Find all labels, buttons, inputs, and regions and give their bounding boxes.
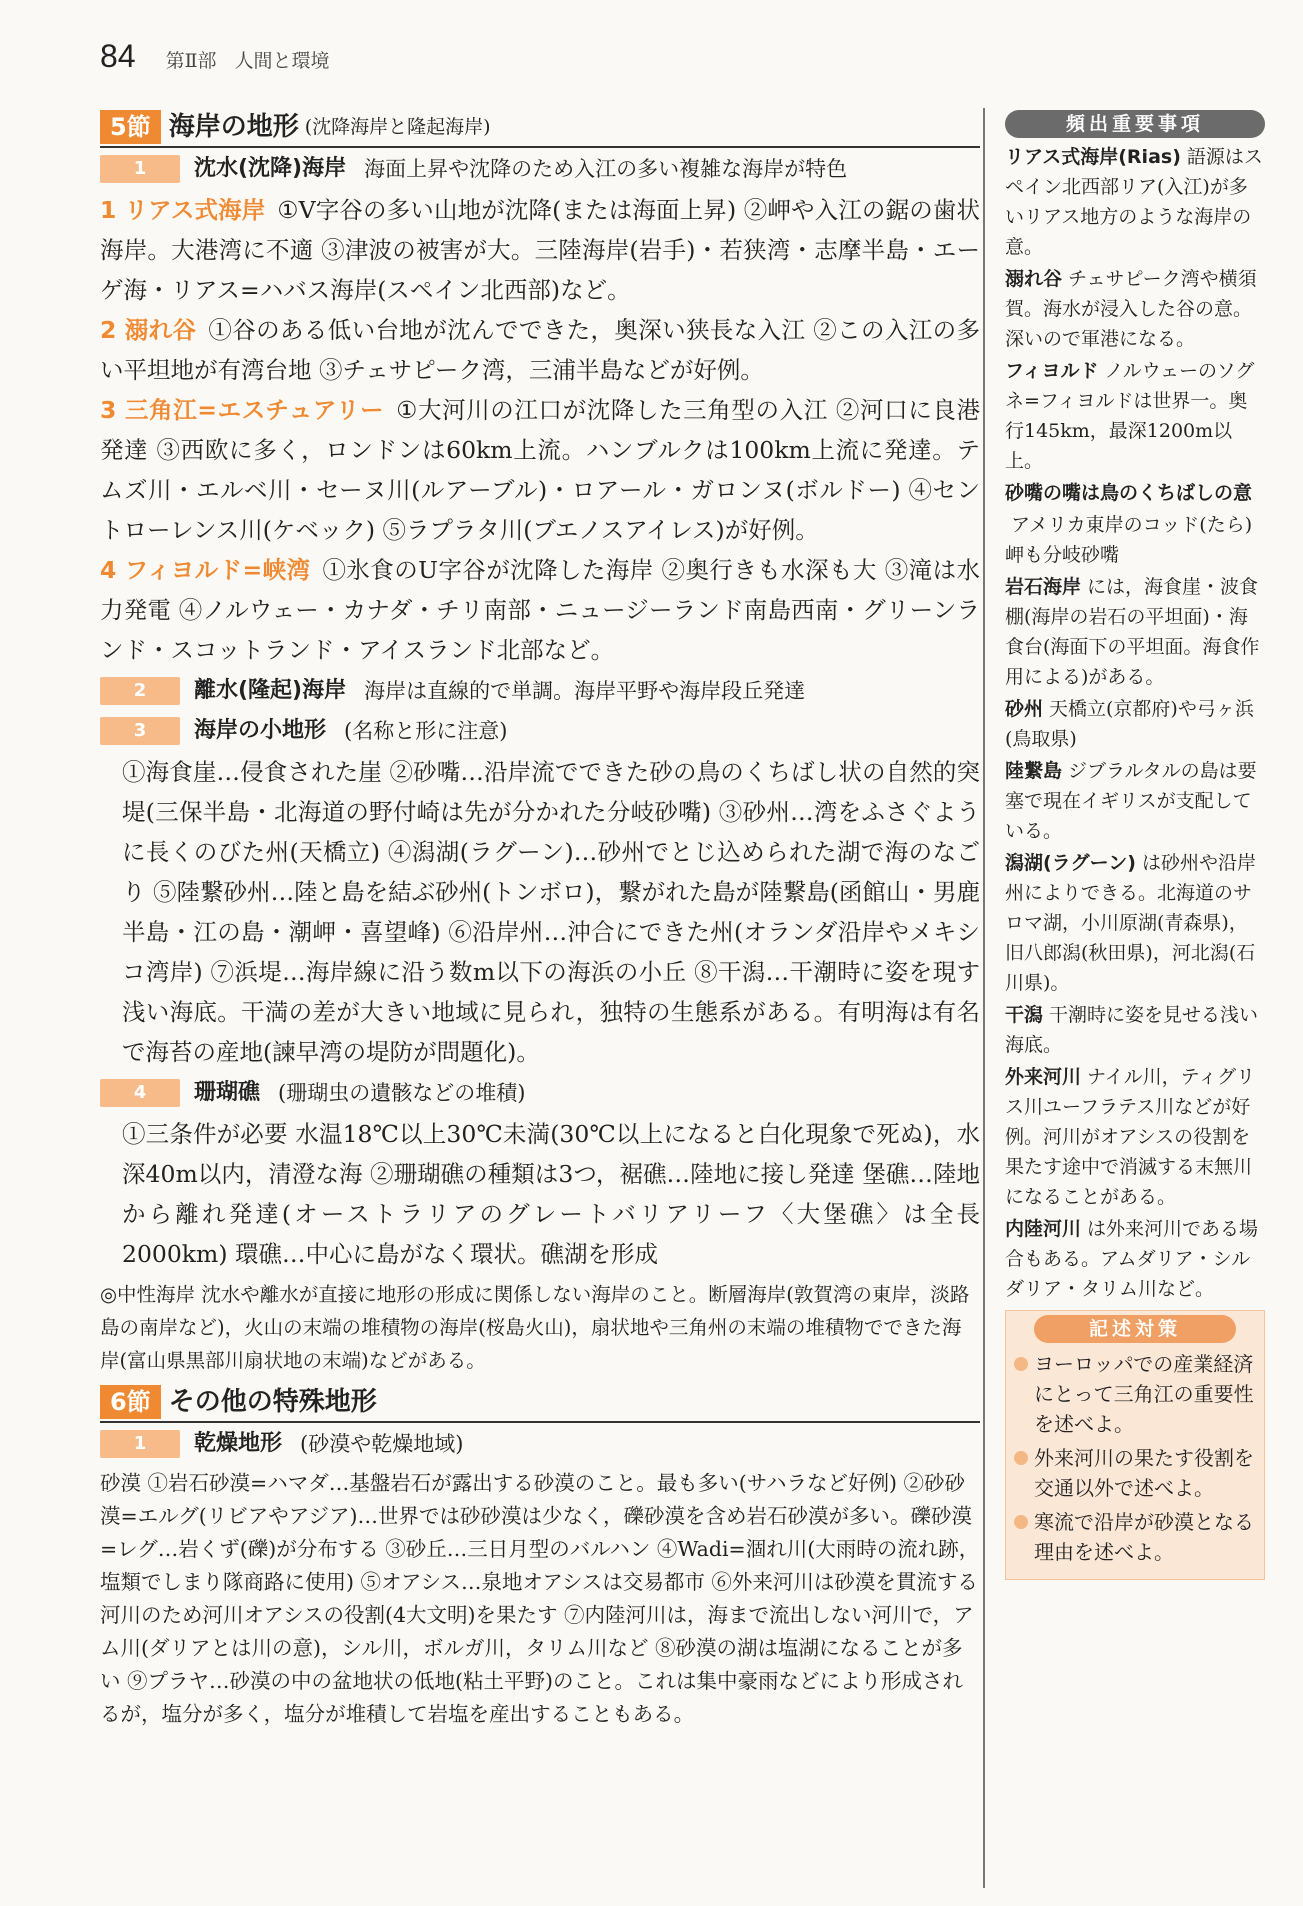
sidebar-term: 陸繋島 — [1005, 760, 1063, 782]
item-title: 溺れ谷 — [124, 316, 197, 344]
sidebar-item — [1005, 694, 1265, 754]
item-title: 三角江=エスチュアリー — [124, 396, 385, 424]
item-number: 4 — [100, 556, 117, 584]
subsection-badge: 2 — [100, 677, 180, 705]
subsection-desc: 海面上昇や沈降のため入江の多い複雑な海岸が特色 — [364, 157, 848, 181]
sidebar-term: 内陸河川 — [1005, 1218, 1082, 1240]
sidebar-item — [1005, 1062, 1265, 1212]
sidebar-item — [1005, 1000, 1265, 1060]
subsection-4-heading — [100, 1074, 980, 1112]
writing-question: ヨーロッパでの産業経済にとって三角江の重要性を述べよ。 — [1014, 1349, 1256, 1439]
sidebar-item — [1005, 142, 1265, 262]
page-header — [100, 38, 348, 78]
sidebar — [1005, 110, 1265, 1890]
item-number: 2 — [100, 316, 117, 344]
sidebar-item — [1005, 572, 1265, 692]
sidebar-desc: チェサピーク湾や横須賀。海水が浸入した谷の意。深いので軍港になる。 — [1005, 268, 1257, 350]
sidebar-item — [1005, 510, 1265, 570]
writing-practice-title: 記述対策 — [1034, 1315, 1236, 1343]
sidebar-term: 溺れ谷 — [1005, 268, 1063, 290]
sidebar-desc: は外来河川である場合もある。アムダリア・シルダリア・タリム川など。 — [1005, 1218, 1259, 1300]
sidebar-term: 外来河川 — [1005, 1066, 1082, 1088]
sidebar-term: 干潟 — [1005, 1004, 1044, 1026]
subsection-desc: 海岸は直線的で単調。海岸平野や海岸段丘発達 — [364, 679, 806, 703]
neutral-coast-note: ◎中性海岸 沈水や離水が直接に地形の形成に関係しない海岸のこと。断層海岸(敦賀湾の東岸，淡路島の南岸など)，火山の末端の堆積物の海岸(桜島火山)，扇状地や三角州の末端の堆積物でできた海岸(富山県黒部川扇状地の末端)などがある。 — [100, 1283, 970, 1372]
list-item — [100, 190, 980, 310]
item-text: ①谷のある低い台地が沈んでできた，奥深い狭長な入江 ②この入江の多い平坦地が有湾台地 ③チェサピーク湾，三浦半島などが好例。 — [100, 316, 980, 384]
coral-reef-text: ①三条件が必要 水温18℃以上30℃未満(30℃以上になると白化現象で死ぬ)，水深40m以内，清澄な海 ②珊瑚礁の種類は3つ，裾礁…陸地に接し発達 堡礁…陸地から離れ発達(オーストラリアのグレートバリアリーフ〈大堡礁〉は全長2000km) 環礁…中心に島がなく環状。礁湖を形成 — [122, 1120, 980, 1268]
subsection-desc: (砂漠や乾燥地域) — [300, 1432, 464, 1456]
item-number: 1 — [100, 196, 117, 224]
section-5-heading — [100, 108, 980, 148]
writing-question: 寒流で沿岸が砂漠となる理由を述べよ。 — [1014, 1507, 1256, 1567]
item-title: リアス式海岸 — [124, 196, 266, 224]
subsection-badge: 4 — [100, 1079, 180, 1107]
sidebar-term: 岩石海岸 — [1005, 576, 1082, 598]
sidebar-item — [1005, 264, 1265, 354]
desert-text: 砂漠 ①岩石砂漠=ハマダ…基盤岩石が露出する砂漠のこと。最も多い(サハラなど好例) ②砂砂漠=エルグ(リビアやアジア)…世界では砂砂漠は少なく，礫砂漠を含め岩石砂漠が多い。礫砂漠=レグ…岩くず(礫)が分布する ③砂丘…三日月型のバルハン ④Wadi=涸れ川(大雨時の流れ跡，塩類でしまり隊商路に使用) ⑤オアシス…泉地オアシスは交易都市 ⑥外来河川は砂漠を貫流する河川のため河川オアシスの役割(4大文明)を果たす ⑦内陸河川は，海まで流出しない河川で，アム川(ダリアとは川の意)，シル川，ボルガ川，タリム川など ⑧砂漠の湖は塩湖になることが多い ⑨プラヤ…砂漠の中の盆地状の低地(粘土平野)のこと。これは集中豪雨などにより形成されるが，塩分が多く，塩分が堆積して岩塩を産出することもある。 — [100, 1471, 980, 1726]
subsection-badge: 3 — [100, 717, 180, 745]
sidebar-desc: には，海食崖・波食棚(海岸の岩石の平坦面)・海食台(海面下の平坦面。海食作用による)がある。 — [1005, 576, 1260, 688]
sidebar-term: 砂嘴の嘴は鳥のくちばしの意 — [1005, 482, 1253, 504]
subsection-1-heading — [100, 150, 980, 188]
subsection-3-heading — [100, 712, 980, 750]
page-number: 84 — [100, 38, 136, 74]
list-item — [100, 390, 980, 550]
sidebar-term: 潟湖(ラグーン) — [1005, 852, 1136, 874]
part-label: 第Ⅱ部 — [165, 50, 217, 72]
sidebar-desc: ノルウェーのソグネ=フィヨルドは世界一。奥行145km，最深1200m以上。 — [1005, 360, 1255, 472]
chapter-label: 人間と環境 — [234, 50, 330, 72]
subsection-badge: 1 — [100, 1430, 180, 1458]
running-title — [166, 46, 348, 73]
sidebar-term: リアス式海岸(Rias) — [1005, 146, 1181, 168]
section-6-heading — [100, 1383, 980, 1423]
section-title: その他の特殊地形 — [168, 1387, 377, 1417]
item-text: ①氷食のU字谷が沈降した海岸 ②奥行きも水深も大 ③滝は水力発電 ④ノルウェー・カナダ・チリ南部・ニュージーランド南島西南・グリーンランド・スコットランド・アイスランド北部など。 — [100, 556, 980, 664]
sidebar-item — [1005, 356, 1265, 476]
writing-practice-box — [1005, 1310, 1265, 1580]
item-number: 3 — [100, 396, 117, 424]
subsection-desc: (珊瑚虫の遺骸などの堆積) — [278, 1081, 526, 1105]
section-title: 海岸の地形 — [168, 112, 299, 142]
sidebar-desc: は砂州や沿岸州によりできる。北海道のサロマ湖，小川原湖(青森県)，旧八郎潟(秋田県)，河北潟(石川県)。 — [1005, 852, 1257, 994]
subsection-title: 珊瑚礁 — [194, 1080, 261, 1105]
subsection-badge: 1 — [100, 155, 180, 183]
subsection-2-heading — [100, 672, 980, 710]
section-badge: 5節 — [100, 110, 161, 144]
subsection-desc: (名称と形に注意) — [344, 719, 508, 743]
sidebar-desc: アメリカ東岸のコッド(たら)岬も分岐砂嘴 — [1005, 514, 1253, 566]
subsection-title: 海岸の小地形 — [194, 718, 327, 743]
sidebar-item — [1005, 848, 1265, 998]
sidebar-desc: 天橋立(京都府)や弓ヶ浜(鳥取県) — [1005, 698, 1254, 750]
main-column — [100, 108, 980, 1888]
subsection-title: 沈水(沈降)海岸 — [194, 156, 347, 181]
list-item — [100, 310, 980, 390]
sidebar-desc: 干潮時に姿を見せる浅い海底。 — [1005, 1004, 1259, 1056]
subsection-1-heading — [100, 1425, 980, 1463]
sidebar-item — [1005, 756, 1265, 846]
list-item — [100, 550, 980, 670]
coastal-landforms-text: ①海食崖…侵食された崖 ②砂嘴…沿岸流でできた砂の鳥のくちばし状の自然的突堤(三保半島・北海道の野付崎は先が分かれた分岐砂嘴) ③砂州…湾をふさぐように長くのびた州(天橋立) ④潟湖(ラグーン)…砂州でとじ込められた湖で海のなごり ⑤陸繋砂州…陸と島を結ぶ砂州(トンボロ)，繋がれた島が陸繋島(函館山・男鹿半島・江の島・潮岬・喜望峰) ⑥沿岸州…沖合にできた州(オランダ沿岸やメキシコ湾岸) ⑦浜堤…海岸線に沿う数m以下の海浜の小丘 ⑧干潟…干潮時に姿を現す浅い海底。干満の差が大きい地域に見られ，独特の生態系がある。有明海は有名で海苔の産地(諫早湾の堤防が問題化)。 — [122, 758, 980, 1066]
sidebar-term: 砂州 — [1005, 698, 1044, 720]
item-text: ①V字谷の多い山地が沈降(または海面上昇) ②岬や入江の鋸の歯状海岸。大港湾に不適 ③津波の被害が大。三陸海岸(岩手)・若狭湾・志摩半島・エーゲ海・リアス=ハバス海岸(スペイン北西部)など。 — [100, 196, 980, 304]
item-text: ①大河川の江口が沈降した三角型の入江 ②河口に良港発達 ③西欧に多く，ロンドンは60km上流。ハンブルクは100km上流に発達。テムズ川・エルベ川・セーヌ川(ルアーブル)・ロアール・ガロンヌ(ボルドー) ④セントローレンス川(ケベック) ⑤ラプラタ川(ブエノスアイレス)が好例。 — [100, 396, 980, 544]
column-divider — [983, 108, 985, 1888]
sidebar-item — [1005, 478, 1265, 508]
sidebar-desc: ジブラルタルの島は要塞で現在イギリスが支配している。 — [1005, 760, 1257, 842]
subsection-title: 乾燥地形 — [194, 1431, 283, 1456]
writing-question: 外来河川の果たす役割を交通以外で述べよ。 — [1014, 1443, 1256, 1503]
sidebar-item — [1005, 1214, 1265, 1304]
sidebar-term: フィヨルド — [1005, 360, 1099, 382]
sidebar-title: 頻出重要事項 — [1005, 110, 1265, 138]
section-badge: 6節 — [100, 1385, 161, 1419]
item-title: フィヨルド=峡湾 — [124, 556, 311, 584]
subsection-title: 離水(隆起)海岸 — [194, 678, 347, 703]
sidebar-desc: 語源はスペイン北西部リア(入江)が多いリアス地方のような海岸の意。 — [1005, 146, 1263, 258]
section-subtitle: (沈降海岸と隆起海岸) — [304, 116, 491, 138]
sidebar-desc: ナイル川，ティグリス川ユーフラテス川などが好例。河川がオアシスの役割を果たす途中で消滅する末無川になることがある。 — [1005, 1066, 1256, 1208]
